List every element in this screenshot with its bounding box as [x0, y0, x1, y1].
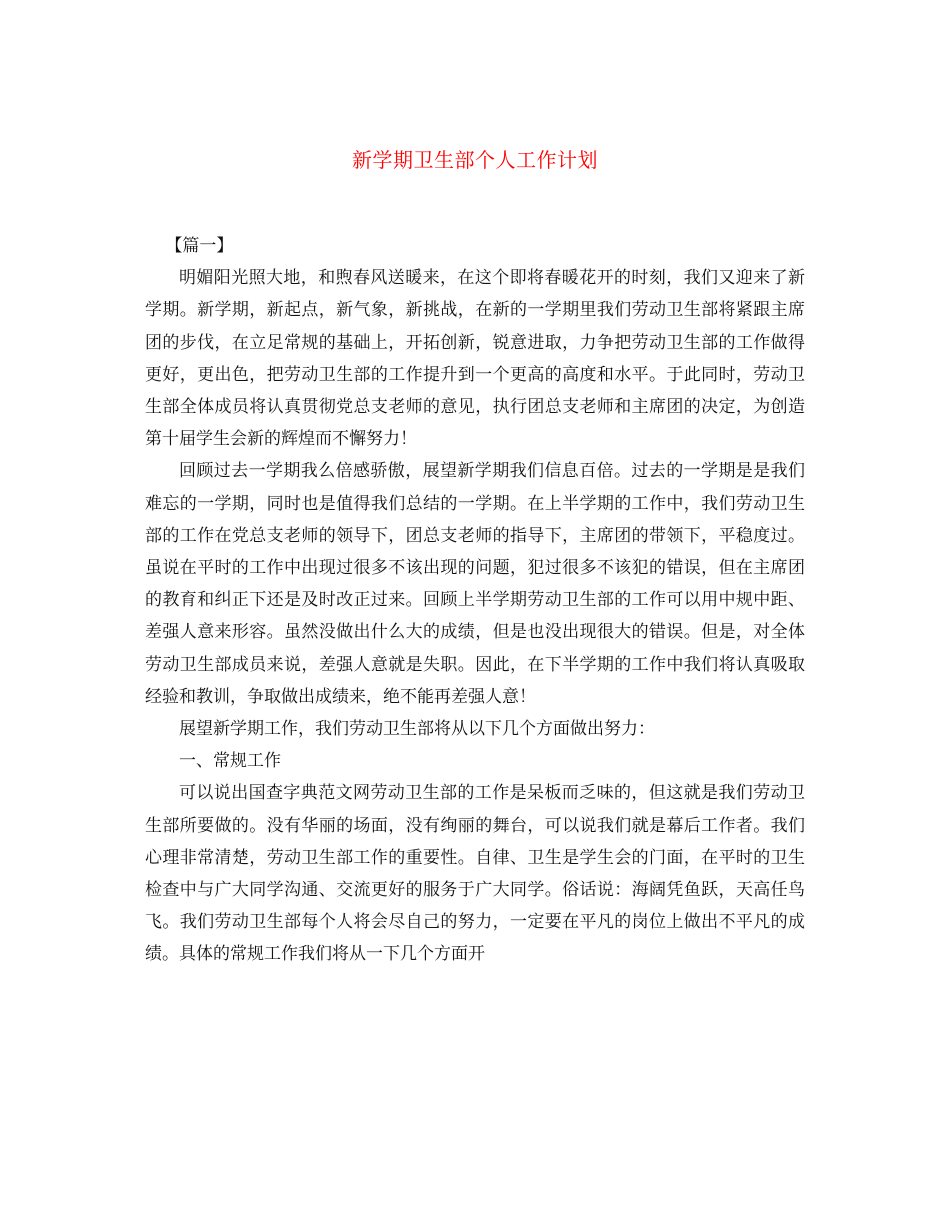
- document-title: 新学期卫生部个人工作计划: [352, 148, 598, 172]
- section-label: 【篇一】: [165, 236, 234, 256]
- paragraph-outlook: 展望新学期工作，我们劳动卫生部将从以下几个方面做出努力：: [179, 719, 655, 740]
- paragraph-review: 回顾过去一学期我么倍感骄傲，展望新学期我们信息百倍。过去的一学期是是我们难忘的一学期，同时也是值得我们总结的一学期。在上半学期的工作中，我们劳动卫生部的工作在党总支老师的领导下，团总支老师的指导下，主席团的带领下，平稳度过。虽说在平时的工作中出现过很多不该出现的问题，犯过很多不该犯的错误，但在主席团的教育和纠正下还是及时改正过来。回顾上半学期劳动卫生部的工作可以用中规中距、差强人意来形容。虽然没做出什么大的成绩，但是也没出现很大的错误。但是，对全体劳动卫生部成员来说，差强人意就是失职。因此，在下半学期的工作中我们将认真吸取经验和教训，争取做出成绩来，绝不能再差强人意！: [145, 461, 805, 707]
- paragraph-intro: 明媚阳光照大地，和煦春风送暖来，在这个即将春暖花开的时刻，我们又迎来了新学期。新学期，新起点，新气象，新挑战，在新的一学期里我们劳动卫生部将紧跟主席团的步伐，在立足常规的基础上，开拓创新，锐意进取，力争把劳动卫生部的工作做得更好，更出色，把劳动卫生部的工作提升到一个更高的高度和水平。于此同时，劳动卫生部全体成员将认真贯彻党总支老师的意见，执行团总支老师和主席团的决定，为创造第十届学生会新的辉煌而不懈努力！: [145, 268, 805, 450]
- paragraph-routine-work: 可以说出国查字典范文网劳动卫生部的工作是呆板而乏味的，但这就是我们劳动卫生部所要做的。没有华丽的场面，没有绚丽的舞台，可以说我们就是幕后工作者。我们心理非常清楚，劳动卫生部工作的重要性。自律、卫生是学生会的门面，在平时的卫生检查中与广大同学沟通、交流更好的服务于广大同学。俗话说：海阔凭鱼跃，天高任鸟飞。我们劳动卫生部每个人将会尽自己的努力，一定要在平凡的岗位上做出不平凡的成绩。具体的常规工作我们将从一下几个方面开: [145, 783, 805, 965]
- heading-routine-work: 一、常规工作: [179, 751, 281, 772]
- document-body: [145, 230, 805, 971]
